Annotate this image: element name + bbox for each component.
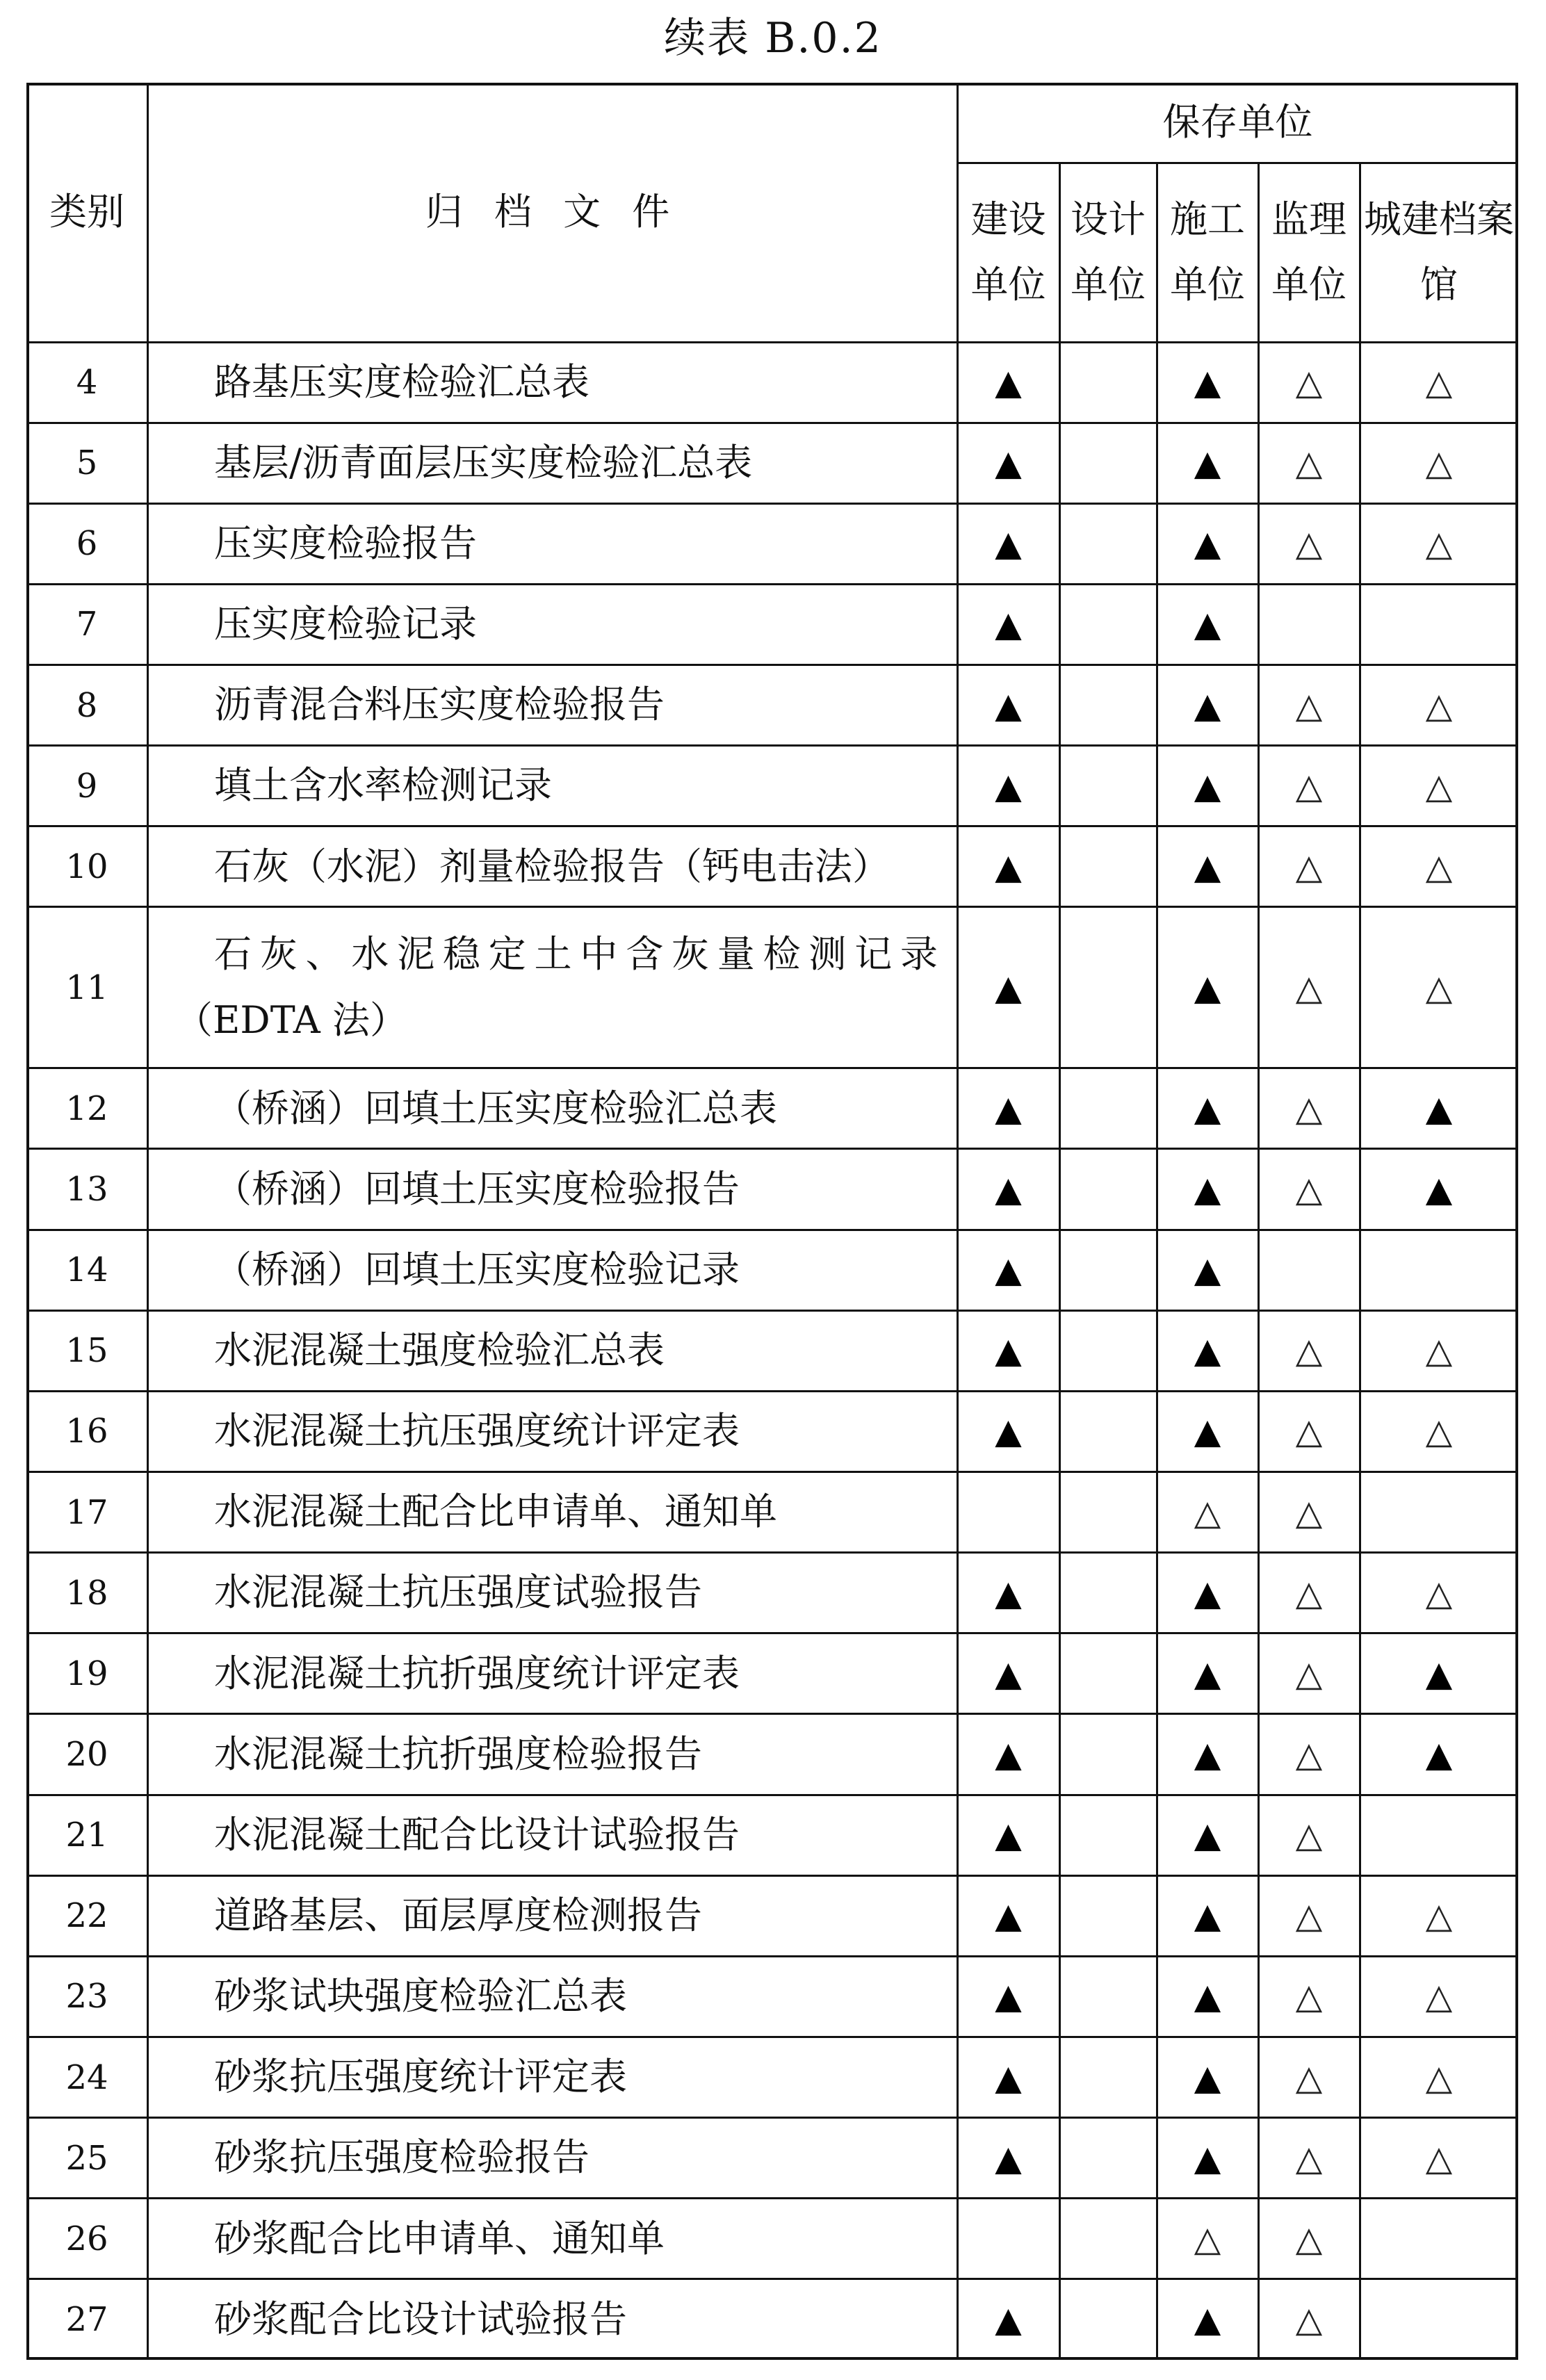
header-unit-construction-owner: 建设单位 bbox=[970, 197, 1046, 307]
header-unit-contractor: 施工单位 bbox=[1170, 197, 1245, 307]
filled-triangle-icon: ▲ bbox=[1194, 604, 1221, 645]
document-name: 路基压实度检验汇总表 bbox=[214, 359, 589, 404]
empty-cell bbox=[1059, 1068, 1157, 1149]
hollow-triangle-icon: △ bbox=[1295, 1815, 1323, 1856]
filled-triangle-icon: ▲ bbox=[995, 1976, 1022, 2017]
hollow-triangle-icon: △ bbox=[1425, 523, 1453, 564]
header-storage-units: 保存单位 bbox=[1162, 100, 1313, 145]
document-name: 水泥混凝土配合比设计试验报告 bbox=[214, 1812, 740, 1857]
hollow-triangle-icon: △ bbox=[1425, 2057, 1453, 2098]
filled-triangle-icon: ▲ bbox=[1425, 1734, 1453, 1775]
filled-triangle-icon: ▲ bbox=[1194, 1653, 1221, 1694]
filled-triangle-icon: ▲ bbox=[1194, 1976, 1221, 2017]
row-number: 15 bbox=[65, 1331, 108, 1371]
hollow-triangle-icon: △ bbox=[1295, 1572, 1323, 1613]
empty-cell bbox=[1059, 503, 1157, 584]
filled-triangle-icon: ▲ bbox=[1194, 1815, 1221, 1856]
header-unit-design: 设计单位 bbox=[1071, 197, 1146, 307]
hollow-triangle-icon: △ bbox=[1425, 2137, 1453, 2178]
row-number: 25 bbox=[65, 2138, 108, 2178]
filled-triangle-icon: ▲ bbox=[995, 1411, 1022, 1452]
hollow-triangle-icon: △ bbox=[1425, 362, 1453, 403]
row-number: 24 bbox=[65, 2057, 108, 2097]
empty-cell bbox=[1059, 1875, 1157, 1956]
filled-triangle-icon: ▲ bbox=[1194, 1572, 1221, 1613]
document-name: 水泥混凝土抗压强度试验报告 bbox=[214, 1570, 702, 1615]
empty-cell bbox=[1360, 1230, 1518, 1310]
empty-cell bbox=[1059, 342, 1157, 423]
hollow-triangle-icon: △ bbox=[1295, 1734, 1323, 1775]
empty-cell bbox=[1059, 1553, 1157, 1633]
empty-cell bbox=[957, 1472, 1059, 1553]
row-number: 23 bbox=[65, 1977, 108, 2016]
document-name: 压实度检验记录 bbox=[214, 602, 477, 646]
empty-cell bbox=[1059, 1633, 1157, 1714]
empty-cell bbox=[1059, 1310, 1157, 1391]
document-name: 道路基层、面层厚度检测报告 bbox=[214, 1893, 702, 1937]
row-number: 19 bbox=[65, 1654, 108, 1693]
document-name: （桥涵）回填土压实度检验汇总表 bbox=[214, 1086, 777, 1130]
document-name: 沥青混合料压实度检验报告 bbox=[214, 683, 665, 727]
header-category: 类别 bbox=[49, 190, 124, 234]
document-name: 水泥混凝土抗压强度统计评定表 bbox=[214, 1409, 740, 1453]
filled-triangle-icon: ▲ bbox=[995, 1734, 1022, 1775]
filled-triangle-icon: ▲ bbox=[1194, 523, 1221, 564]
filled-triangle-icon: ▲ bbox=[995, 604, 1022, 645]
empty-cell bbox=[1059, 1472, 1157, 1553]
row-number: 9 bbox=[76, 766, 98, 806]
filled-triangle-icon: ▲ bbox=[995, 1896, 1022, 1937]
filled-triangle-icon: ▲ bbox=[1194, 1734, 1221, 1775]
hollow-triangle-icon: △ bbox=[1425, 685, 1453, 726]
hollow-triangle-icon: △ bbox=[1295, 2299, 1323, 2340]
filled-triangle-icon: ▲ bbox=[995, 1572, 1022, 1613]
document-name: 水泥混凝土配合比申请单、通知单 bbox=[214, 1490, 777, 1534]
hollow-triangle-icon: △ bbox=[1295, 1653, 1323, 1694]
empty-cell bbox=[1059, 826, 1157, 907]
filled-triangle-icon: ▲ bbox=[1425, 1653, 1453, 1694]
hollow-triangle-icon: △ bbox=[1425, 1572, 1453, 1613]
filled-triangle-icon: ▲ bbox=[1194, 685, 1221, 726]
hollow-triangle-icon: △ bbox=[1295, 523, 1323, 564]
document-name: 填土含水率检测记录 bbox=[214, 763, 552, 808]
filled-triangle-icon: ▲ bbox=[1194, 1169, 1221, 1210]
hollow-triangle-icon: △ bbox=[1295, 443, 1323, 484]
hollow-triangle-icon: △ bbox=[1295, 1896, 1323, 1937]
hollow-triangle-icon: △ bbox=[1295, 967, 1323, 1008]
row-number: 18 bbox=[65, 1573, 108, 1613]
empty-cell bbox=[1360, 2199, 1518, 2279]
hollow-triangle-icon: △ bbox=[1295, 1411, 1323, 1452]
empty-cell bbox=[1059, 423, 1157, 503]
hollow-triangle-icon: △ bbox=[1425, 1896, 1453, 1937]
header-documents: 归 档 文 件 bbox=[425, 190, 680, 234]
filled-triangle-icon: ▲ bbox=[1194, 846, 1221, 887]
filled-triangle-icon: ▲ bbox=[1425, 1088, 1453, 1129]
hollow-triangle-icon: △ bbox=[1295, 765, 1323, 806]
filled-triangle-icon: ▲ bbox=[1194, 2137, 1221, 2178]
hollow-triangle-icon: △ bbox=[1425, 1976, 1453, 2017]
empty-cell bbox=[1059, 1391, 1157, 1472]
empty-cell bbox=[1059, 2279, 1157, 2360]
empty-cell bbox=[1059, 2199, 1157, 2279]
document-name: 石灰、水泥稳定土中含灰量检测记录（EDTA 法） bbox=[175, 932, 938, 1042]
hollow-triangle-icon: △ bbox=[1194, 2218, 1221, 2259]
filled-triangle-icon: ▲ bbox=[1194, 1411, 1221, 1452]
filled-triangle-icon: ▲ bbox=[1425, 1169, 1453, 1210]
hollow-triangle-icon: △ bbox=[1295, 2057, 1323, 2098]
empty-cell bbox=[1360, 1795, 1518, 1875]
row-number: 20 bbox=[65, 1734, 108, 1774]
filled-triangle-icon: ▲ bbox=[995, 1169, 1022, 1210]
hollow-triangle-icon: △ bbox=[1425, 765, 1453, 806]
hollow-triangle-icon: △ bbox=[1425, 1411, 1453, 1452]
filled-triangle-icon: ▲ bbox=[995, 2137, 1022, 2178]
hollow-triangle-icon: △ bbox=[1425, 846, 1453, 887]
hollow-triangle-icon: △ bbox=[1295, 1976, 1323, 2017]
document-name: 砂浆抗压强度统计评定表 bbox=[214, 2055, 627, 2099]
filled-triangle-icon: ▲ bbox=[995, 523, 1022, 564]
filled-triangle-icon: ▲ bbox=[995, 2299, 1022, 2340]
hollow-triangle-icon: △ bbox=[1425, 967, 1453, 1008]
row-number: 16 bbox=[65, 1412, 108, 1451]
hollow-triangle-icon: △ bbox=[1295, 1169, 1323, 1210]
empty-cell bbox=[1258, 1230, 1360, 1310]
empty-cell bbox=[1059, 1795, 1157, 1875]
filled-triangle-icon: ▲ bbox=[995, 1088, 1022, 1129]
hollow-triangle-icon: △ bbox=[1425, 443, 1453, 484]
empty-cell bbox=[1059, 907, 1157, 1068]
hollow-triangle-icon: △ bbox=[1295, 1330, 1323, 1371]
row-number: 22 bbox=[65, 1896, 108, 1936]
empty-cell bbox=[1059, 665, 1157, 746]
filled-triangle-icon: ▲ bbox=[1194, 2299, 1221, 2340]
document-name: 基层/沥青面层压实度检验汇总表 bbox=[214, 440, 753, 484]
row-number: 21 bbox=[65, 1816, 108, 1855]
hollow-triangle-icon: △ bbox=[1425, 1330, 1453, 1371]
document-name: 压实度检验报告 bbox=[214, 521, 477, 566]
empty-cell bbox=[1059, 2118, 1157, 2199]
empty-cell bbox=[1059, 1714, 1157, 1795]
filled-triangle-icon: ▲ bbox=[995, 1653, 1022, 1694]
document-name: 砂浆抗压强度检验报告 bbox=[214, 2135, 589, 2180]
filled-triangle-icon: ▲ bbox=[995, 846, 1022, 887]
empty-cell bbox=[1360, 584, 1518, 665]
filled-triangle-icon: ▲ bbox=[995, 443, 1022, 484]
filled-triangle-icon: ▲ bbox=[1194, 967, 1221, 1008]
filled-triangle-icon: ▲ bbox=[1194, 443, 1221, 484]
hollow-triangle-icon: △ bbox=[1295, 362, 1323, 403]
row-number: 8 bbox=[76, 685, 98, 725]
filled-triangle-icon: ▲ bbox=[995, 1815, 1022, 1856]
document-name: 水泥混凝土抗折强度统计评定表 bbox=[214, 1651, 740, 1695]
empty-cell bbox=[1059, 584, 1157, 665]
hollow-triangle-icon: △ bbox=[1194, 1492, 1221, 1533]
filled-triangle-icon: ▲ bbox=[1194, 765, 1221, 806]
filled-triangle-icon: ▲ bbox=[995, 1330, 1022, 1371]
filled-triangle-icon: ▲ bbox=[995, 765, 1022, 806]
hollow-triangle-icon: △ bbox=[1295, 2137, 1323, 2178]
row-number: 12 bbox=[65, 1089, 108, 1128]
document-name: 砂浆试块强度检验汇总表 bbox=[214, 1974, 627, 2019]
filled-triangle-icon: ▲ bbox=[995, 967, 1022, 1008]
document-name: 水泥混凝土强度检验汇总表 bbox=[214, 1328, 665, 1373]
empty-cell bbox=[1360, 2279, 1518, 2360]
row-number: 14 bbox=[65, 1250, 108, 1290]
empty-cell bbox=[1059, 746, 1157, 826]
row-number: 13 bbox=[65, 1170, 108, 1209]
header-unit-supervision: 监理单位 bbox=[1271, 197, 1346, 307]
row-number: 11 bbox=[65, 968, 108, 1007]
filled-triangle-icon: ▲ bbox=[1194, 362, 1221, 403]
hollow-triangle-icon: △ bbox=[1295, 2218, 1323, 2259]
filled-triangle-icon: ▲ bbox=[995, 362, 1022, 403]
empty-cell bbox=[1059, 1149, 1157, 1230]
row-number: 27 bbox=[65, 2299, 108, 2339]
row-number: 10 bbox=[65, 847, 108, 886]
filled-triangle-icon: ▲ bbox=[995, 685, 1022, 726]
header-unit-urban-archives: 城建档案馆 bbox=[1364, 197, 1514, 307]
empty-cell bbox=[1360, 1472, 1518, 1553]
hollow-triangle-icon: △ bbox=[1295, 685, 1323, 726]
empty-cell bbox=[1059, 1956, 1157, 2037]
table-title: 续表 B.0.2 bbox=[664, 14, 882, 63]
hollow-triangle-icon: △ bbox=[1295, 1088, 1323, 1129]
row-number: 17 bbox=[65, 1492, 108, 1532]
hollow-triangle-icon: △ bbox=[1295, 1492, 1323, 1533]
filled-triangle-icon: ▲ bbox=[995, 2057, 1022, 2098]
row-number: 7 bbox=[76, 605, 98, 644]
empty-cell bbox=[1059, 2037, 1157, 2117]
document-name: 水泥混凝土抗折强度检验报告 bbox=[214, 1731, 702, 1776]
row-number: 26 bbox=[65, 2219, 108, 2258]
row-number: 6 bbox=[76, 524, 98, 564]
empty-cell bbox=[1258, 584, 1360, 665]
document-name: 石灰（水泥）剂量检验报告（钙电击法） bbox=[214, 844, 890, 888]
filled-triangle-icon: ▲ bbox=[995, 1250, 1022, 1291]
document-name: 砂浆配合比申请单、通知单 bbox=[214, 2216, 665, 2260]
filled-triangle-icon: ▲ bbox=[1194, 1088, 1221, 1129]
document-name: （桥涵）回填土压实度检验报告 bbox=[214, 1166, 740, 1211]
filled-triangle-icon: ▲ bbox=[1194, 1250, 1221, 1291]
filled-triangle-icon: ▲ bbox=[1194, 1330, 1221, 1371]
empty-cell bbox=[957, 2199, 1059, 2279]
hollow-triangle-icon: △ bbox=[1295, 846, 1323, 887]
document-name: （桥涵）回填土压实度检验记录 bbox=[214, 1247, 740, 1291]
row-number: 4 bbox=[76, 363, 98, 402]
filled-triangle-icon: ▲ bbox=[1194, 2057, 1221, 2098]
filled-triangle-icon: ▲ bbox=[1194, 1896, 1221, 1937]
document-name: 砂浆配合比设计试验报告 bbox=[214, 2297, 627, 2341]
row-number: 5 bbox=[76, 443, 98, 483]
empty-cell bbox=[1059, 1230, 1157, 1310]
